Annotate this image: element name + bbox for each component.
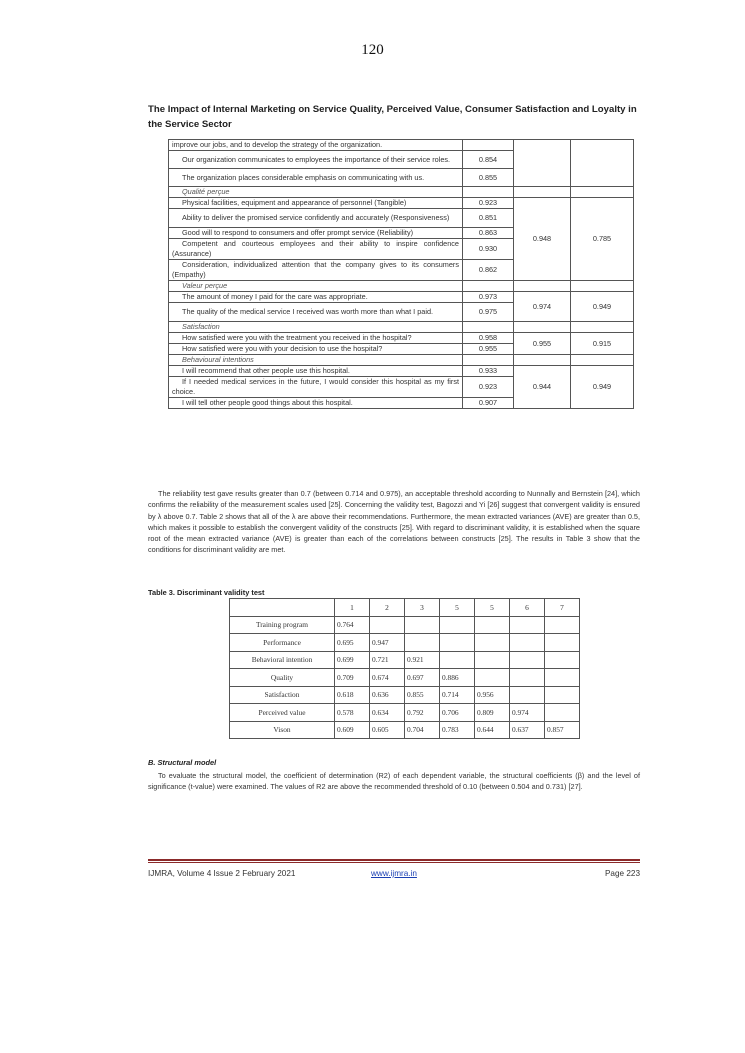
correlation-cell: 0.636	[370, 686, 405, 704]
loading-cell: 0.862	[463, 260, 514, 281]
table-row	[169, 333, 634, 344]
correlation-cell	[545, 616, 580, 634]
correlation-cell	[475, 669, 510, 687]
group-heading-row	[169, 355, 634, 366]
reliability-cell: 0.944	[514, 366, 571, 409]
correlation-cell	[475, 616, 510, 634]
correlation-cell: 0.637	[510, 721, 545, 739]
table3-row	[230, 634, 580, 652]
ave-cell	[571, 187, 634, 198]
table-row	[169, 292, 634, 303]
correlation-cell: 0.809	[475, 704, 510, 722]
column-header: 7	[545, 599, 580, 617]
correlation-cell	[510, 669, 545, 687]
correlation-cell	[405, 616, 440, 634]
loading-cell: 0.855	[463, 169, 514, 187]
correlation-cell	[510, 651, 545, 669]
correlation-cell	[545, 651, 580, 669]
correlation-cell: 0.706	[440, 704, 475, 722]
correlation-cell: 0.704	[405, 721, 440, 739]
loading-cell	[463, 322, 514, 333]
footer-rule	[148, 859, 640, 861]
item-cell: Competent and courteous employees and their ability to inspire confidence (Assurance)	[169, 239, 463, 260]
correlation-cell	[545, 686, 580, 704]
item-cell: Physical facilities, equipment and appearance of personnel (Tangible)	[169, 198, 463, 209]
paper-title: The Impact of Internal Marketing on Service Quality, Perceived Value, Consumer Satisfaction and Loyalty in the Service Sector	[148, 104, 637, 130]
column-header: 3	[405, 599, 440, 617]
correlation-cell	[475, 651, 510, 669]
loading-cell: 0.854	[463, 151, 514, 169]
journal-info: IJMRA, Volume 4 Issue 2 February 2021	[148, 869, 296, 878]
construct-label: Performance	[230, 634, 335, 652]
correlation-cell: 0.695	[335, 634, 370, 652]
loading-cell: 0.955	[463, 344, 514, 355]
item-cell: How satisfied were you with the treatment you received in the hospital?	[169, 333, 463, 344]
table-row	[169, 198, 634, 209]
reliability-cell: 0.955	[514, 333, 571, 355]
ave-cell: 0.915	[571, 333, 634, 355]
journal-link[interactable]: www.ijmra.in	[371, 869, 417, 878]
reliability-paragraph: The reliability test gave results greater than 0.7 (between 0.714 and 0.975), an acceptable threshold according to Nunnally and Bernstein [24], which confirms the reliability of the measurement scales used [25]. Concerning the validity test, Bagozzi and Yi [26] suggest that convergent validity is ensured by λ above 0.7. Table 2 shows that all of the λ are above their recommendations. Furthermore, the mean extracted variances (AVE) are greater than 0.5, which makes it possible to establish the convergent validity of the constructs [25]. With regard to discriminant validity, it is established when the square root of the mean extracted variance (AVE) is greater than each of the correlations between constructs [25]. The results in Table 3 show that the conditions for discriminant validity are met.	[148, 489, 640, 555]
correlation-cell: 0.634	[370, 704, 405, 722]
correlation-cell	[370, 616, 405, 634]
page-number: 120	[361, 42, 384, 58]
ave-cell	[571, 140, 634, 187]
correlation-cell	[440, 634, 475, 652]
item-cell: The organization places considerable emphasis on communicating with us.	[169, 169, 463, 187]
page-label: Page 223	[604, 869, 640, 878]
table-row	[169, 140, 634, 151]
column-header: 6	[510, 599, 545, 617]
group-heading: Qualité perçue	[169, 187, 463, 198]
correlation-cell	[510, 686, 545, 704]
table3-row	[230, 704, 580, 722]
loading-cell: 0.975	[463, 303, 514, 322]
reliability-cell	[514, 187, 571, 198]
correlation-cell: 0.674	[370, 669, 405, 687]
construct-label: Quality	[230, 669, 335, 687]
correlation-cell: 0.956	[475, 686, 510, 704]
ave-cell	[571, 281, 634, 292]
table3-row	[230, 616, 580, 634]
discriminant-validity-table	[229, 598, 580, 739]
ave-cell: 0.785	[571, 198, 634, 281]
corner-cell	[230, 599, 335, 617]
correlation-cell: 0.709	[335, 669, 370, 687]
loading-cell: 0.930	[463, 239, 514, 260]
correlation-cell	[440, 616, 475, 634]
correlation-cell: 0.974	[510, 704, 545, 722]
item-cell: If I needed medical services in the future, I would consider this hospital as my first choice.	[169, 377, 463, 398]
loading-cell: 0.851	[463, 209, 514, 228]
table3-row	[230, 651, 580, 669]
reliability-cell	[514, 281, 571, 292]
item-cell: How satisfied were you with your decision to use the hospital?	[169, 344, 463, 355]
reliability-cell: 0.948	[514, 198, 571, 281]
loading-cell: 0.973	[463, 292, 514, 303]
item-cell: Our organization communicates to employees the importance of their service roles.	[169, 151, 463, 169]
table3-caption: Table 3. Discriminant validity test	[148, 588, 265, 597]
table3-row	[230, 686, 580, 704]
correlation-cell: 0.618	[335, 686, 370, 704]
table3-row	[230, 721, 580, 739]
correlation-cell: 0.857	[545, 721, 580, 739]
correlation-cell: 0.886	[440, 669, 475, 687]
measurement-table	[168, 139, 634, 409]
column-header: 5	[440, 599, 475, 617]
ave-cell: 0.949	[571, 292, 634, 322]
correlation-cell	[545, 704, 580, 722]
group-heading-row	[169, 322, 634, 333]
correlation-cell: 0.644	[475, 721, 510, 739]
item-cell: I will recommend that other people use this hospital.	[169, 366, 463, 377]
loading-cell: 0.907	[463, 398, 514, 409]
correlation-cell: 0.783	[440, 721, 475, 739]
table3-row	[230, 669, 580, 687]
correlation-cell: 0.578	[335, 704, 370, 722]
loading-cell: 0.958	[463, 333, 514, 344]
item-cell: The amount of money I paid for the care was appropriate.	[169, 292, 463, 303]
correlation-cell: 0.697	[405, 669, 440, 687]
ave-cell: 0.949	[571, 366, 634, 409]
correlation-cell	[545, 669, 580, 687]
correlation-cell: 0.605	[370, 721, 405, 739]
loading-cell: 0.933	[463, 366, 514, 377]
item-cell: Ability to deliver the promised service confidently and accurately (Responsiveness)	[169, 209, 463, 228]
correlation-cell: 0.699	[335, 651, 370, 669]
reliability-cell	[514, 140, 571, 187]
correlation-cell	[510, 634, 545, 652]
structural-model-paragraph: To evaluate the structural model, the coefficient of determination (R2) of each dependent variable, the structural coefficients (β) and the level of significance (t-value) were examined. The values of R2 are above the recommended threshold of 0.10 (between 0.504 and 0.731) [27].	[148, 771, 640, 792]
loading-cell	[463, 281, 514, 292]
correlation-cell	[440, 651, 475, 669]
table3-header-row	[230, 599, 580, 617]
item-cell: The quality of the medical service I received was worth more than what I paid.	[169, 303, 463, 322]
construct-label: Behavioral intention	[230, 651, 335, 669]
item-cell: Consideration, individualized attention that the company gives to its consumers (Empathy)	[169, 260, 463, 281]
group-heading: Valeur perçue	[169, 281, 463, 292]
correlation-cell: 0.714	[440, 686, 475, 704]
reliability-cell	[514, 322, 571, 333]
correlation-cell	[510, 616, 545, 634]
correlation-cell: 0.721	[370, 651, 405, 669]
correlation-cell: 0.764	[335, 616, 370, 634]
ave-cell	[571, 355, 634, 366]
construct-label: Training program	[230, 616, 335, 634]
loading-cell	[463, 140, 514, 151]
reliability-cell: 0.974	[514, 292, 571, 322]
group-heading: Satisfaction	[169, 322, 463, 333]
construct-label: Satisfaction	[230, 686, 335, 704]
group-heading: Behavioural intentions	[169, 355, 463, 366]
correlation-cell: 0.947	[370, 634, 405, 652]
item-cell: Good will to respond to consumers and offer prompt service (Reliability)	[169, 228, 463, 239]
item-cell: I will tell other people good things about this hospital.	[169, 398, 463, 409]
correlation-cell	[545, 634, 580, 652]
correlation-cell	[475, 634, 510, 652]
loading-cell: 0.923	[463, 198, 514, 209]
loading-cell	[463, 355, 514, 366]
group-heading-row	[169, 281, 634, 292]
column-header: 2	[370, 599, 405, 617]
loading-cell	[463, 187, 514, 198]
column-header: 5	[475, 599, 510, 617]
footer-rule-thin	[148, 862, 640, 863]
reliability-cell	[514, 355, 571, 366]
ave-cell	[571, 322, 634, 333]
correlation-cell: 0.921	[405, 651, 440, 669]
item-cell: improve our jobs, and to develop the strategy of the organization.	[169, 140, 463, 151]
group-heading-row	[169, 187, 634, 198]
correlation-cell: 0.855	[405, 686, 440, 704]
table-row	[169, 366, 634, 377]
construct-label: Vison	[230, 721, 335, 739]
loading-cell: 0.863	[463, 228, 514, 239]
section-b-heading: B. Structural model	[148, 758, 217, 767]
loading-cell: 0.923	[463, 377, 514, 398]
construct-label: Perceived value	[230, 704, 335, 722]
correlation-cell: 0.609	[335, 721, 370, 739]
correlation-cell: 0.792	[405, 704, 440, 722]
correlation-cell	[405, 634, 440, 652]
column-header: 1	[335, 599, 370, 617]
